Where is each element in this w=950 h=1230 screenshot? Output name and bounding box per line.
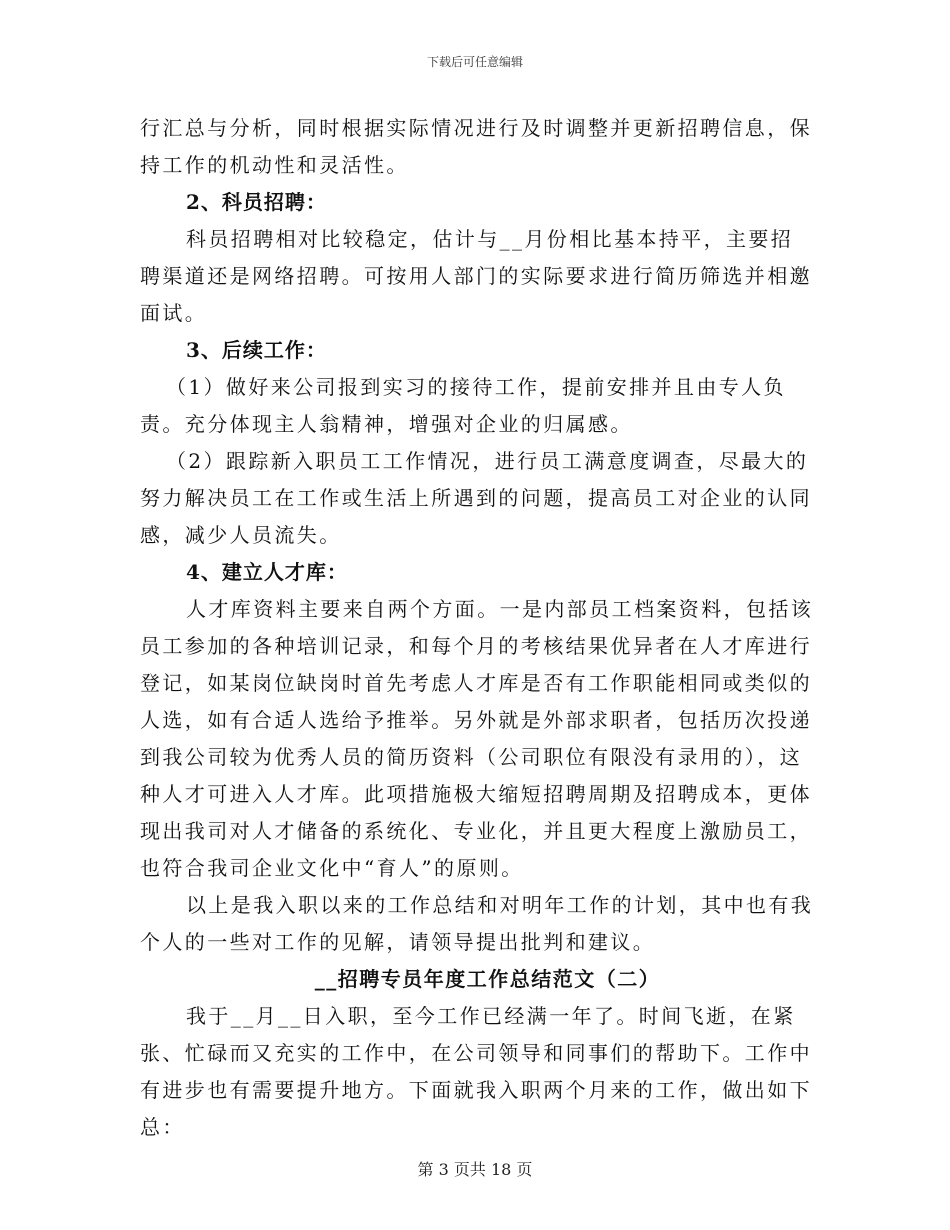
document-body (140, 110, 815, 1146)
page-header: 下载后可任意编辑 (426, 55, 523, 69)
paragraph-7: 我于__月__日入职，至今工作已经满一年了。时间飞逝，在紧张、忙碌而又充实的工作中，在公司领导和同事们的帮助下。工作中有进步也有需要提升地方。下面就我入职两个月来的工作，做出如下总： (140, 1004, 812, 1139)
paragraph-4: （2）跟踪新入职员工工作情况，进行员工满意度调查，尽最大的努力解决员工在工作或生活上所遇到的问题，提高员工对企业的认同感，减少人员流失。 (140, 449, 812, 547)
paragraph-5: 人才库资料主要来自两个方面。一是内部员工档案资料，包括该员工参加的各种培训记录，和每个月的考核结果优异者在人才库进行登记，如某岗位缺岗时首先考虑人才库是否有工作职能相同或类似的人选，如有合适人选给予推举。另外就是外部求职者，包括历次投递到我公司较为优秀人员的简历资料（公司职位有限没有录用的），这种人才可进入人才库。此项措施极大缩短招聘周期及招聘成本，更体现出我司对人才储备的系统化、专业化，并且更大程度上激励员工，也符合我司企业文化中“育人”的原则。 (140, 597, 814, 880)
section-title-2: __招聘专员年度工作总结范文（二） (314, 967, 661, 991)
page-footer: 第 3 页共 18 页 (417, 1160, 533, 1179)
heading-clerk-recruitment: 2、科员招聘： (186, 190, 327, 214)
paragraph-1: 行汇总与分析，同时根据实际情况进行及时调整并更新招聘信息，保持工作的机动性和灵活性。 (140, 116, 812, 177)
paragraph-3: （1）做好来公司报到实习的接待工作，提前安排并且由专人负责。充分体现主人翁精神，增强对企业的归属感。 (140, 375, 786, 436)
paragraph-6: 以上是我入职以来的工作总结和对明年工作的计划，其中也有我个人的一些对工作的见解，请领导提出批判和建议。 (140, 893, 814, 954)
heading-talent-pool: 4、建立人才库： (186, 560, 348, 584)
heading-follow-up-work: 3、后续工作： (186, 338, 327, 362)
paragraph-2: 科员招聘相对比较稳定，估计与__月份相比基本持平，主要招聘渠道还是网络招聘。可按用人部门的实际要求进行简历筛选并相邀面试。 (140, 227, 812, 325)
